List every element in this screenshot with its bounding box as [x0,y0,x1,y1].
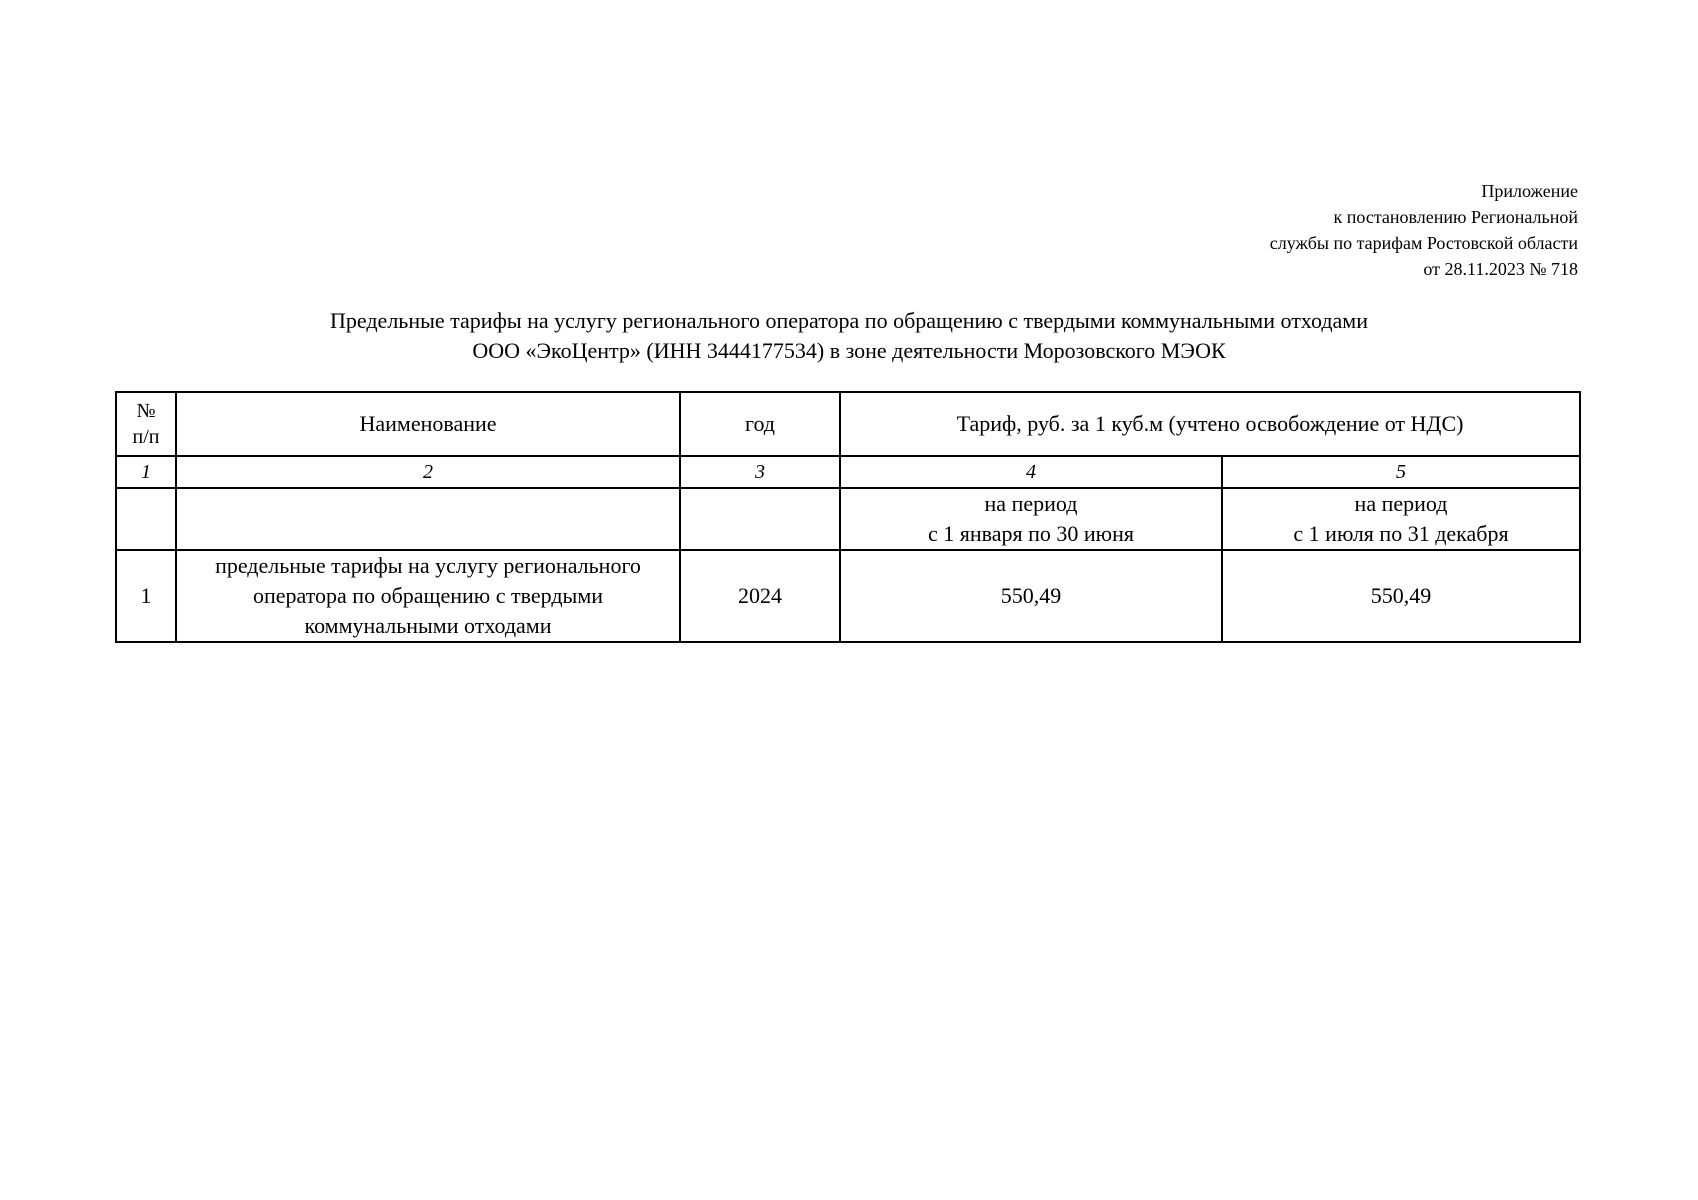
period-first-half: на период с 1 января по 30 июня [840,488,1222,550]
header-year: год [680,392,840,456]
column-number: 4 [840,456,1222,488]
appendix-block [1270,178,1578,282]
document-title [0,306,1698,366]
table-row [116,550,1580,642]
column-number: 1 [116,456,176,488]
column-number: 5 [1222,456,1580,488]
period-second-half: на период с 1 июля по 31 декабря [1222,488,1580,550]
empty-cell [116,488,176,550]
column-number: 2 [176,456,680,488]
column-number: 3 [680,456,840,488]
row-tariff-first-half: 550,49 [840,550,1222,642]
row-tariff-second-half: 550,49 [1222,550,1580,642]
appendix-date-number: от 28.11.2023 № 718 [1423,259,1578,279]
title-line: ООО «ЭкоЦентр» (ИНН 3444177534) в зоне деятельности Морозовского МЭОК [472,338,1226,363]
period-row [116,488,1580,550]
empty-cell [680,488,840,550]
header-name: Наименование [176,392,680,456]
empty-cell [176,488,680,550]
row-year: 2024 [680,550,840,642]
appendix-line: Приложение [1481,181,1578,201]
appendix-line: службы по тарифам Ростовской области [1269,233,1578,253]
header-tariff: Тариф, руб. за 1 куб.м (учтено освобождение от НДС) [840,392,1580,456]
appendix-line: к постановлению Региональной [1333,207,1578,227]
title-line: Предельные тарифы на услугу регионального оператора по обращению с твердыми коммунальными отходами [330,308,1368,333]
row-number: 1 [116,550,176,642]
row-name: предельные тарифы на услугу регионального оператора по обращению с твердыми коммунальными отходами [176,550,680,642]
header-number: № п/п [116,392,176,456]
column-number-row [116,456,1580,488]
tariff-table [115,391,1581,643]
table-header-row [116,392,1580,456]
